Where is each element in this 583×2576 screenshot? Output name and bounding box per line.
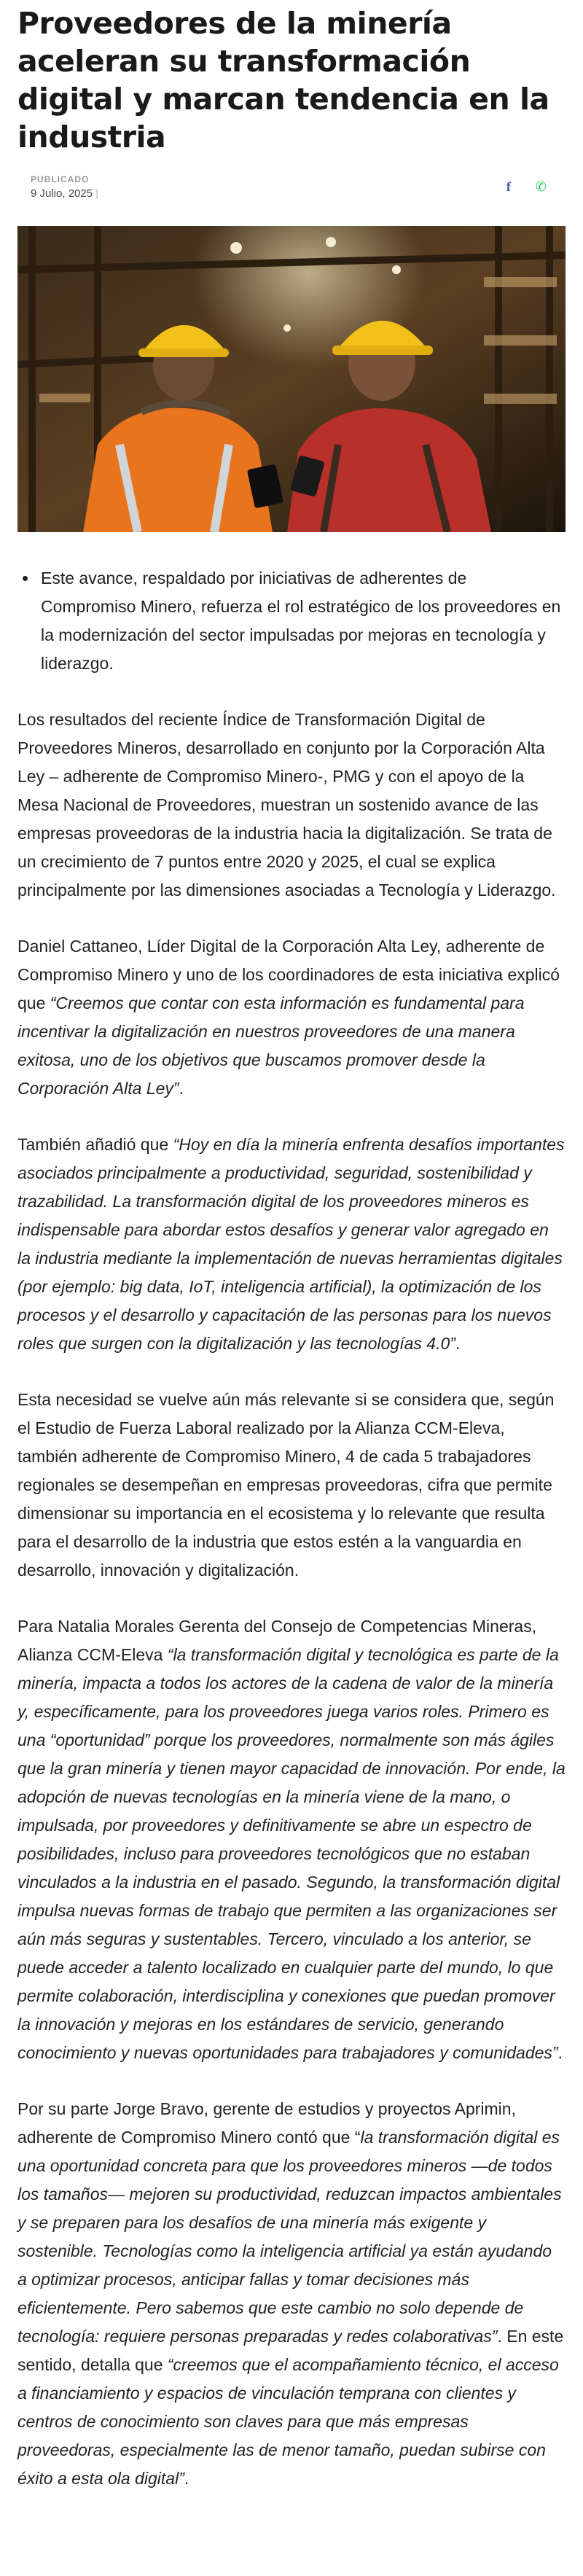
published-label: PUBLICADO <box>31 173 90 184</box>
paragraph-2-quote: “Creemos que contar con esta información es fundamental para incentivar la digitalización en nuestros proveedores de una manera exitosa, uno de los objetivos que buscamos promover desde la Corporación Alta Ley” <box>17 994 525 1098</box>
paragraph-5-quote: “la transformación digital y tecnológica es parte de la minería, impacta a todos los actores de la cadena de valor de la minería y, específicamente, para los proveedores juega varios roles. Primero es una “oportunidad” porque los proveedores, normalmente son más ágiles que la gran minería y tienen mayor capacidad de innovación. Por ende, la adopción de nuevas tecnologías en la minería viene de la mano, o impulsada, por proveedores y definitivamente se abre un espectro de posibilidades, incluso para proveedores tecnológicos que no estaban vinculados a la industria en el pasado. Segundo, la transformación digital impulsa nuevas formas de trabajo que permiten a las organizaciones ser aún más seguras y sustentables. Tercero, vinculado a los anterior, se puede acceder a talento localizado en cualquier parte del mundo, lo que permite colaboración, interdisciplina y conexiones que puedan promover la innovación y mejoras en los estándares de servicio, generando conocimiento y nuevas oportunidades para trabajadores y comunidades” <box>17 1645 566 2062</box>
article-meta <box>17 169 566 204</box>
paragraph-5-end: . <box>557 2043 563 2062</box>
date-separator: | <box>95 187 98 200</box>
paragraph-2 <box>17 932 566 1103</box>
summary-item: • Este avance, respaldado por iniciativas de adherentes de Compromiso Minero, refuerza el rol estratégico de los proveedores en la modernización del sector impulsadas por mejoras en tecnología y liderazgo. <box>38 564 566 678</box>
article-page <box>0 4 583 2522</box>
publish-date-row <box>31 187 98 200</box>
paragraph-6 <box>17 2095 566 2493</box>
paragraph-2-end: . <box>179 1079 184 1098</box>
paragraph-6-mid: . En este sentido, detalla que <box>17 2327 564 2374</box>
hero-illustration <box>17 226 566 532</box>
facebook-share-icon[interactable]: f <box>506 179 511 194</box>
paragraph-3-end: . <box>455 1334 461 1353</box>
paragraph-6-intro: Por su parte Jorge Bravo, gerente de estudios y proyectos Aprimin, adherente de Compromiso Minero contó que “ <box>17 2099 516 2147</box>
publish-date: 9 Julio, 2025 <box>31 187 93 200</box>
paragraph-6-quote-2: “creemos que el acompañamiento técnico, el acceso a financiamiento y espacios de vinculación temprana con clientes y centros de conocimiento son claves para que más empresas proveedoras, especialmente las de menor tamaño, puedan subirse con éxito a esta ola digital” <box>17 2355 559 2488</box>
paragraph-4: Esta necesidad se vuelve aún más relevante si se considera que, según el Estudio de Fuerza Laboral realizado por la Alianza CCM-Eleva, también adherente de Compromiso Minero, 4 de cada 5 trabajadores regionales se desempeñan en empresas proveedoras, cifra que permite dimensionar su importancia en el ecosistema y lo relevante que resulta para el desarrollo de la industria que estos estén a la vanguardia en desarrollo, innovación y digitalización. <box>17 1390 555 1580</box>
summary-list <box>17 564 566 678</box>
paragraph-3-quote: “Hoy en día la minería enfrenta desafíos importantes asociados principalmente a productividad, seguridad, sostenibilidad y trazabilidad. La transformación digital de los proveedores mineros es indispensable para abordar estos desafíos y generar valor agregado en la industria mediante la implementación de nuevas herramientas digitales (por ejemplo: big data, IoT, inteligencia artificial), la optimización de los procesos y el desarrollo y capacitación de las personas para los nuevos roles que surgen con la digitalización y las tecnologías 4.0” <box>17 1135 565 1353</box>
paragraph-3-intro: También añadió que <box>17 1135 173 1154</box>
whatsapp-share-icon[interactable]: ✆ <box>535 179 547 194</box>
paragraph-1: Los resultados del reciente Índice de Transformación Digital de Proveedores Mineros, desarrollado en conjunto por la Corporación Alta Ley – adherente de Compromiso Minero-, PMG y con el apoyo de la Mesa Nacional de Proveedores, muestran un sostenido avance de las empresas proveedoras de la industria hacia la digitalización. Se trata de un crecimiento de 7 puntos entre 2020 y 2025, el cual se explica principalmente por las dimensiones asociadas a Tecnología y Liderazgo. <box>17 710 556 899</box>
paragraph-5 <box>17 1612 566 2067</box>
paragraph-6-end: . <box>184 2469 189 2488</box>
hero-image <box>17 226 566 532</box>
paragraph-2-intro: Daniel Cattaneo, Líder Digital de la Corporación Alta Ley, adherente de Compromiso Minero y uno de los coordinadores de esta iniciativa explicó que <box>17 937 560 1012</box>
article-title: Proveedores de la minería aceleran su transformación digital y marcan tendencia en la industria <box>17 6 549 155</box>
paragraph-3 <box>17 1131 566 1358</box>
publish-info <box>31 174 98 200</box>
share-buttons <box>506 180 552 193</box>
paragraph-5-intro: Para Natalia Morales Gerenta del Consejo de Competencias Mineras, Alianza CCM-Eleva <box>17 1617 537 1664</box>
bottom-spacer <box>17 2493 566 2522</box>
paragraph-6-quote: la transformación digital es una oportunidad concreta para que los proveedores mineros —de todos los tamaños— mejoren su productividad, reduzcan impactos ambientales y se preparen para los desafíos de una minería más exigente y sostenible. Tecnologías como la inteligencia artificial ya están ayudando a optimizar procesos, anticipar fallas y tomar decisiones más eficientemente. Pero sabemos que este cambio no solo depende de tecnología: requiere personas preparadas y redes colaborativas” <box>17 2128 562 2346</box>
article-body <box>17 706 566 2493</box>
